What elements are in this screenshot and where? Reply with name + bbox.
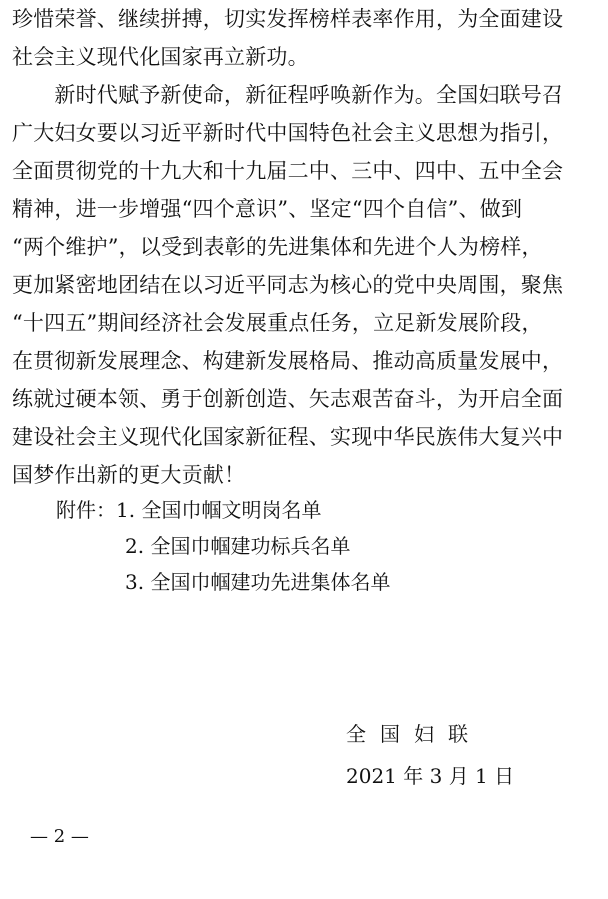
signature: 全国妇联 — [346, 722, 482, 746]
attachments-prefix: 附件： — [56, 498, 116, 522]
body-line: 更加紧密地团结在以习近平同志为核心的党中央周围，聚焦 — [12, 273, 564, 297]
body-line: 珍惜荣誉、继续拼搏，切实发挥榜样表率作用，为全面建设 — [12, 7, 564, 31]
attachment-label: 1. 全国巾帼文明岗名单 — [116, 498, 322, 522]
attachment-label: 3. 全国巾帼建功先进集体名单 — [125, 570, 391, 594]
attachment-item — [56, 564, 390, 600]
body-line: 国梦作出新的更大贡献！ — [12, 463, 246, 487]
body-line: “两个维护”，以受到表彰的先进集体和先进个人为榜样， — [12, 235, 543, 259]
body-text — [12, 0, 596, 494]
body-line: 建设社会主义现代化国家新征程、实现中华民族伟大复兴中 — [12, 425, 564, 449]
body-line: 练就过硬本领、勇于创新创造、矢志艰苦奋斗，为开启全面 — [12, 387, 564, 411]
body-line: 社会主义现代化国家再立新功。 — [12, 45, 309, 69]
body-line: 精神，进一步增强“四个意识”、坚定“四个自信”、做到 — [12, 197, 523, 221]
body-line: “十四五”期间经济社会发展重点任务，立足新发展阶段， — [12, 311, 543, 335]
page-number: — 2 — — [30, 826, 89, 847]
issue-date: 2021 年 3 月 1 日 — [346, 764, 515, 788]
body-line: 在贯彻新发展理念、构建新发展格局、推动高质量发展中， — [12, 349, 564, 373]
attachments-list — [56, 492, 390, 600]
body-line: 全面贯彻党的十九大和十九届二中、三中、四中、五中全会 — [12, 159, 564, 183]
attachment-label: 2. 全国巾帼建功标兵名单 — [125, 534, 351, 558]
body-line: 广大妇女要以习近平新时代中国特色社会主义思想为指引， — [12, 121, 564, 145]
body-line: 新时代赋予新使命，新征程呼唤新作为。全国妇联号召 — [12, 83, 564, 107]
attachment-item — [56, 492, 390, 528]
attachment-item — [56, 528, 390, 564]
